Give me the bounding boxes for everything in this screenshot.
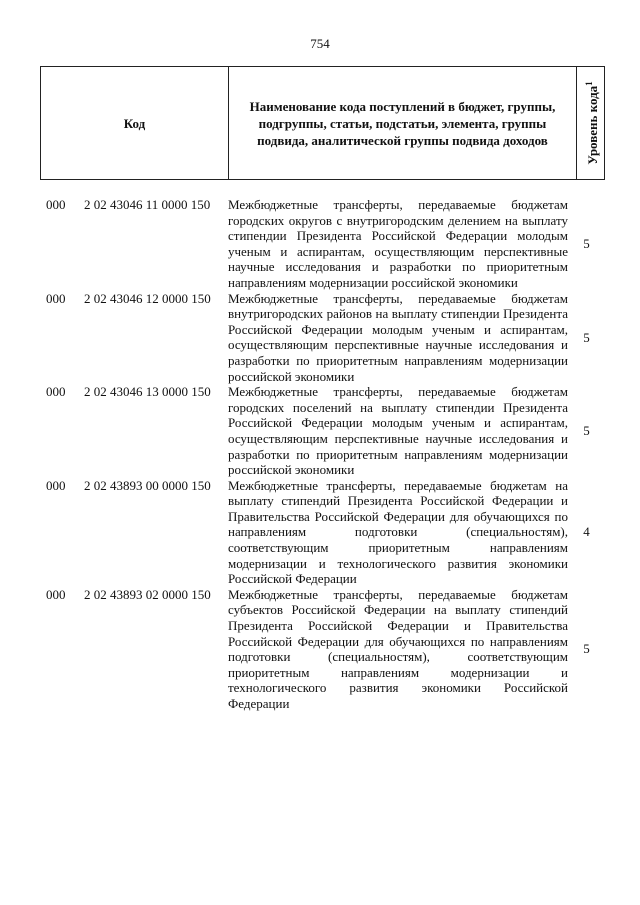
row-level: 5 bbox=[583, 329, 590, 345]
row-name: Межбюджетные трансферты, передаваемые бюджетам внутригородских районов на выплату стипендии Президента Российской Федерации молодым ученым и аспирантам, осуществляющим перспективные научные исследования и разработки по приоритетным направлениям модернизации российской экономики bbox=[228, 290, 568, 384]
row-prefix: 000 bbox=[46, 384, 66, 400]
row-prefix: 000 bbox=[46, 477, 66, 493]
row-name: Межбюджетные трансферты, передаваемые бюджетам городских округов с внутригородским делением на выплату стипендии Президента Российской Федерации молодым ученым и аспирантам, осуществляющим перспективные научные исследования и разработки по приоритетным направлениям модернизации российской экономики bbox=[228, 197, 568, 290]
row-prefix: 000 bbox=[46, 290, 66, 306]
header-level bbox=[577, 67, 604, 179]
row-code: 2 02 43893 00 0000 150 bbox=[84, 477, 211, 493]
table-row bbox=[40, 587, 605, 712]
header-level-label bbox=[580, 81, 600, 164]
row-name: Межбюджетные трансферты, передаваемые бюджетам на выплату стипендий Президента Российской Федерации и Правительства Российской Федерации для обучающихся по направлениям подготовки (специальностям), соответствующим приоритетным направлениям модернизации и технологического развития экономики Российской Федерации bbox=[228, 477, 568, 587]
header-level-footnote: 1 bbox=[583, 81, 594, 86]
table-row bbox=[40, 384, 605, 478]
header-name: Наименование кода поступлений в бюджет, группы, подгруппы, статьи, подстатьи, элемента, группы подвида, аналитической группы подвида доходов bbox=[229, 67, 577, 179]
row-prefix: 000 bbox=[46, 586, 66, 602]
row-prefix: 000 bbox=[46, 197, 66, 212]
table-row bbox=[40, 478, 605, 587]
row-level: 5 bbox=[583, 235, 590, 251]
row-code: 2 02 43046 13 0000 150 bbox=[84, 384, 211, 400]
header-level-text: Уровень кода bbox=[584, 85, 600, 165]
page-number: 754 bbox=[310, 36, 330, 51]
table-body bbox=[40, 197, 605, 712]
table-header bbox=[40, 66, 605, 180]
row-code: 2 02 43046 11 0000 150 bbox=[84, 197, 211, 212]
row-name: Межбюджетные трансферты, передаваемые бюджетам субъектов Российской Федерации на выплату стипендий Президента Российской Федерации и Правительства Российской Федерации для обучающихся по направлениям подготовки (специальностям), соответствующим приоритетным направлениям модернизации и технологического развития экономики Российской Федерации bbox=[228, 586, 568, 711]
row-name: Межбюджетные трансферты, передаваемые бюджетам городских поселений на выплату стипендии Президента Российской Федерации молодым ученым и аспирантам, осуществляющим перспективные научные исследования и разработки по приоритетным направлениям модернизации российской экономики bbox=[228, 384, 568, 478]
row-code: 2 02 43046 12 0000 150 bbox=[84, 290, 211, 306]
row-code: 2 02 43893 02 0000 150 bbox=[84, 586, 211, 602]
table-row bbox=[40, 291, 605, 385]
row-level: 5 bbox=[583, 423, 590, 439]
table-row bbox=[40, 197, 605, 291]
row-level: 5 bbox=[583, 641, 590, 657]
row-level: 4 bbox=[583, 524, 590, 540]
header-code: Код bbox=[41, 67, 229, 179]
